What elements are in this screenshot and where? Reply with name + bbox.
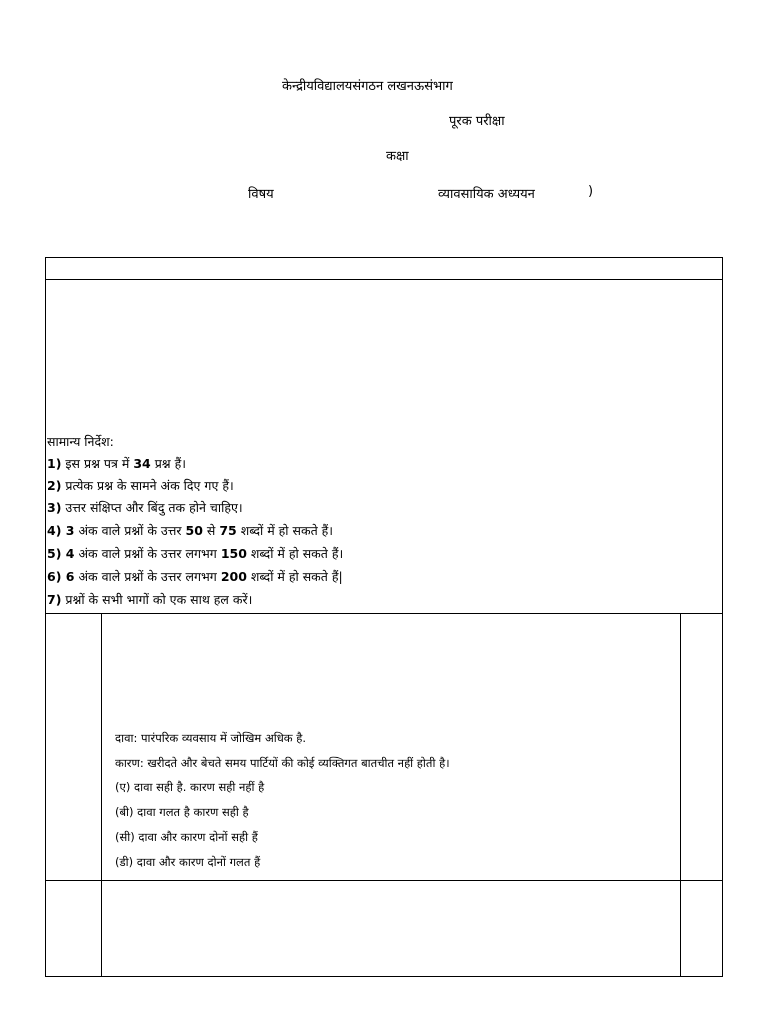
instruction-item: 1) इस प्रश्न पत्र में 34 प्रश्न हैं। bbox=[47, 456, 186, 471]
instruction-item: 5) 4 अंक वाले प्रश्नों के उत्तर लगभग 150 शब्दों में हो सकते हैं। bbox=[47, 546, 344, 561]
instruction-item: 7) प्रश्नों के सभी भागों को एक साथ हल करें। bbox=[47, 592, 253, 607]
instruction-item: 2) प्रत्येक प्रश्न के सामने अंक दिए गए हैं। bbox=[47, 478, 234, 493]
option-b: (बी) दावा गलत है कारण सही है bbox=[115, 805, 249, 819]
option-d: (डी) दावा और कारण दोनों गलत हैं bbox=[115, 855, 261, 869]
question-reason: कारण: खरीदते और बेचते समय पार्टियों की कोई व्यक्तिगत बातचीत नहीं होती है। bbox=[115, 756, 450, 770]
option-a: (ए) दावा सही है. कारण सही नहीं है bbox=[115, 780, 265, 794]
option-c: (सी) दावा और कारण दोनों सही हैं bbox=[115, 830, 258, 844]
organisation-title: केन्द्रीयविद्यालयसंगठन लखनऊसंभाग bbox=[282, 79, 453, 94]
question-claim: दावा: पारंपरिक व्यवसाय में जोखिम अधिक है. bbox=[115, 731, 307, 745]
instruction-item: 4) 3 अंक वाले प्रश्नों के उत्तर 50 से 75 शब्दों में हो सकते हैं। bbox=[47, 523, 334, 538]
closing-paren: ) bbox=[588, 184, 594, 199]
instruction-item: 3) उत्तर संक्षिप्त और बिंदु तक होने चाहिए। bbox=[47, 500, 243, 515]
subject-value: व्यावसायिक अध्ययन bbox=[438, 187, 535, 202]
subject-label: विषय bbox=[248, 187, 274, 202]
instruction-item: 6) 6 अंक वाले प्रश्नों के उत्तर लगभग 200 शब्दों में हो सकते हैं| bbox=[47, 569, 343, 584]
class-label: कक्षा bbox=[386, 149, 409, 164]
exam-title: पूरक परीक्षा bbox=[449, 114, 505, 129]
instructions-heading: सामान्य निर्देश: bbox=[47, 434, 114, 449]
